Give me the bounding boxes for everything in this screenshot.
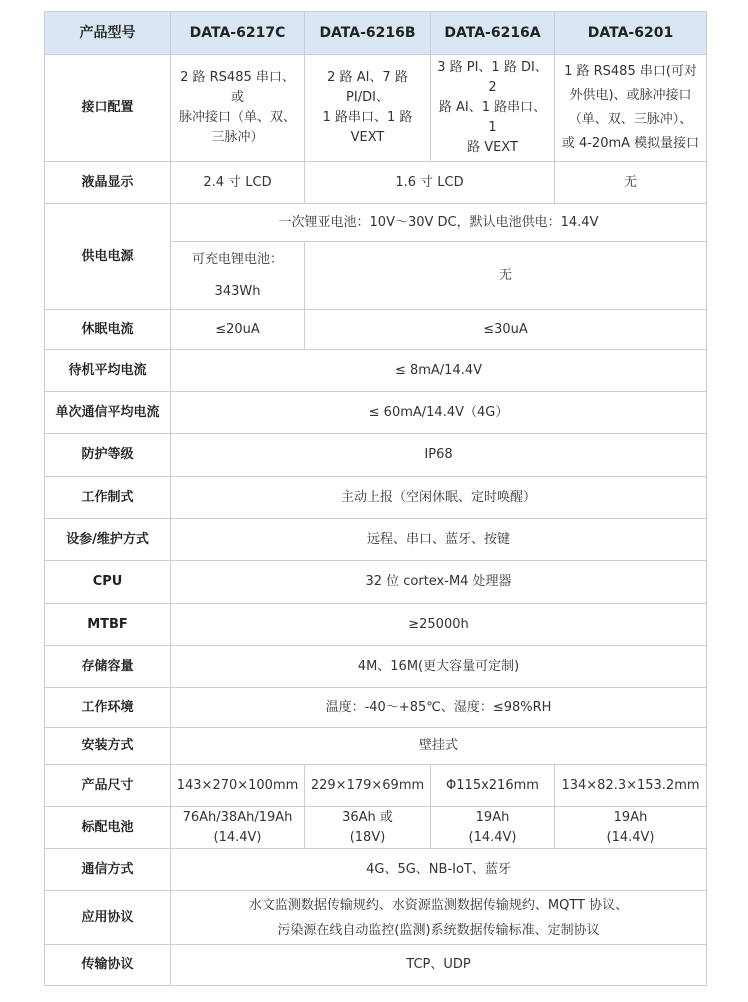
lcd-label: 液晶显示 [45, 162, 171, 204]
app-protocol-label: 应用协议 [45, 891, 171, 945]
cpu-value: 32 位 cortex-M4 处理器 [171, 561, 707, 604]
mtbf-label: MTBF [45, 604, 171, 646]
row-transport [45, 945, 707, 986]
header-row [45, 12, 707, 55]
row-app-protocol [45, 891, 707, 945]
interface-label: 接口配置 [45, 55, 171, 162]
size-6201: 134×82.3×153.2mm [555, 765, 707, 807]
protection-value: IP68 [171, 434, 707, 477]
protection-label: 防护等级 [45, 434, 171, 477]
row-comm-current [45, 392, 707, 434]
install-label: 安装方式 [45, 728, 171, 765]
row-size [45, 765, 707, 807]
comm-mode-value: 4G、5G、NB-IoT、蓝牙 [171, 849, 707, 891]
model-6216a: DATA-6216A [431, 12, 555, 55]
row-comm-mode [45, 849, 707, 891]
transport-label: 传输协议 [45, 945, 171, 986]
row-storage [45, 646, 707, 688]
row-work-mode [45, 477, 707, 519]
sleep-label: 休眠电流 [45, 310, 171, 350]
model-6217c: DATA-6217C [171, 12, 305, 55]
work-mode-label: 工作制式 [45, 477, 171, 519]
mtbf-value: ≥25000h [171, 604, 707, 646]
row-standby [45, 350, 707, 392]
lcd-6201: 无 [555, 162, 707, 204]
app-protocol-value: 水文监测数据传输规约、水资源监测数据传输规约、MQTT 协议、 污染源在线自动监控(监测)系统数据传输标准、定制协议 [171, 891, 707, 945]
row-power-primary [45, 204, 707, 242]
power-none: 无 [305, 242, 707, 310]
comm-current-label: 单次通信平均电流 [45, 392, 171, 434]
environment-label: 工作环境 [45, 688, 171, 728]
interface-6216a: 3 路 PI、1 路 DI、2 路 AI、1 路串口、1 路 VEXT [431, 55, 555, 162]
row-battery [45, 807, 707, 849]
interface-6216b: 2 路 AI、7 路 PI/DI、 1 路串口、1 路 VEXT [305, 55, 431, 162]
storage-label: 存储容量 [45, 646, 171, 688]
row-interface [45, 55, 707, 162]
battery-6217c: 76Ah/38Ah/19Ah (14.4V) [171, 807, 305, 849]
storage-value: 4M、16M(更大容量可定制) [171, 646, 707, 688]
cpu-label: CPU [45, 561, 171, 604]
size-label: 产品尺寸 [45, 765, 171, 807]
row-lcd [45, 162, 707, 204]
power-primary: 一次锂亚电池：10V～30V DC，默认电池供电：14.4V [171, 204, 707, 242]
row-mtbf [45, 604, 707, 646]
model-6216b: DATA-6216B [305, 12, 431, 55]
power-rechargeable: 可充电锂电池： 343Wh [171, 242, 305, 310]
lcd-6216: 1.6 寸 LCD [305, 162, 555, 204]
row-environment [45, 688, 707, 728]
install-value: 壁挂式 [171, 728, 707, 765]
battery-6216a: 19Ah (14.4V) [431, 807, 555, 849]
size-6216b: 229×179×69mm [305, 765, 431, 807]
comm-current-value: ≤ 60mA/14.4V（4G） [171, 392, 707, 434]
standby-label: 待机平均电流 [45, 350, 171, 392]
comm-mode-label: 通信方式 [45, 849, 171, 891]
product-spec-table [44, 11, 707, 986]
row-cpu [45, 561, 707, 604]
row-config [45, 519, 707, 561]
standby-value: ≤ 8mA/14.4V [171, 350, 707, 392]
lcd-6217c: 2.4 寸 LCD [171, 162, 305, 204]
interface-6201: 1 路 RS485 串口(可对 外供电)、或脉冲接口 （单、双、三脉冲）、 或 4-20mA 模拟量接口 [555, 55, 707, 162]
battery-label: 标配电池 [45, 807, 171, 849]
size-6217c: 143×270×100mm [171, 765, 305, 807]
model-6201: DATA-6201 [555, 12, 707, 55]
environment-value: 温度：-40～+85℃、湿度：≤98%RH [171, 688, 707, 728]
transport-value: TCP、UDP [171, 945, 707, 986]
interface-6217c: 2 路 RS485 串口、或 脉冲接口（单、双、 三脉冲） [171, 55, 305, 162]
battery-6201: 19Ah (14.4V) [555, 807, 707, 849]
config-label: 设参/维护方式 [45, 519, 171, 561]
size-6216a: Φ115x216mm [431, 765, 555, 807]
work-mode-value: 主动上报（空闲休眠、定时唤醒） [171, 477, 707, 519]
sleep-6217c: ≤20uA [171, 310, 305, 350]
model-label: 产品型号 [45, 12, 171, 55]
row-install [45, 728, 707, 765]
sleep-others: ≤30uA [305, 310, 707, 350]
row-sleep [45, 310, 707, 350]
config-value: 远程、串口、蓝牙、按键 [171, 519, 707, 561]
power-label: 供电电源 [45, 204, 171, 310]
row-protection [45, 434, 707, 477]
battery-6216b: 36Ah 或 (18V) [305, 807, 431, 849]
